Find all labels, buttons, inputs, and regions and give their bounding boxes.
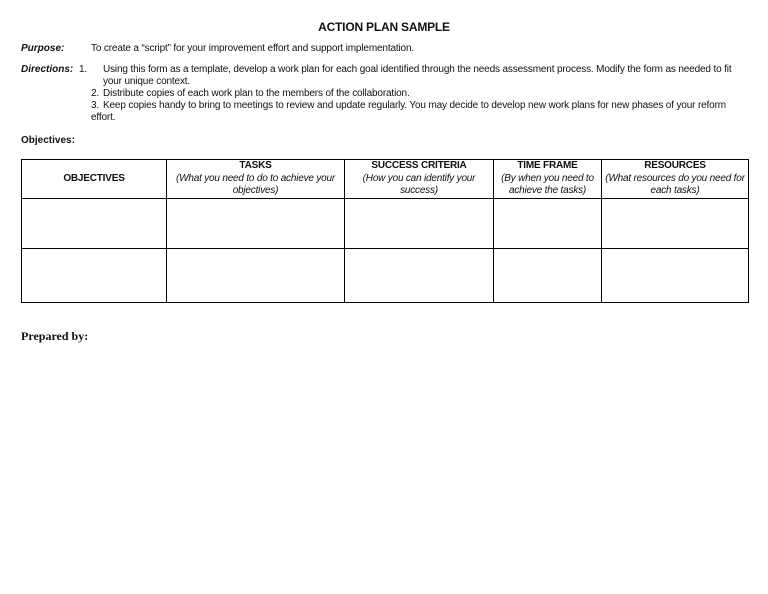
directions-label: Directions:	[21, 64, 74, 75]
direction-number: 1.	[79, 64, 88, 75]
directions-list	[79, 64, 751, 124]
direction-text: Keep copies handy to bring to meetings to review and update regularly. You may decide to develop new work plans for new phases of your reform effort.	[91, 100, 726, 123]
column-header-success-criteria	[345, 160, 494, 199]
column-header-resources	[602, 160, 749, 199]
table-cell[interactable]	[22, 249, 167, 303]
column-subtitle: (What resources do you need for each tasks)	[605, 172, 745, 197]
column-subtitle: (How you can identify your success)	[362, 172, 476, 197]
table-cell[interactable]	[345, 199, 494, 249]
column-title: TASKS	[239, 160, 272, 172]
table-cell[interactable]	[494, 199, 602, 249]
table-cell[interactable]	[602, 199, 749, 249]
purpose-label: Purpose:	[21, 43, 65, 54]
direction-text: Using this form as a template, develop a work plan for each goal identified through the needs assessment process. Modify the form as needed to fit your unique context.	[103, 64, 732, 87]
column-title: SUCCESS CRITERIA	[371, 160, 467, 172]
table-cell[interactable]	[167, 249, 345, 303]
column-header-time-frame	[494, 160, 602, 199]
direction-text: Distribute copies of each work plan to the members of the collaboration.	[103, 88, 410, 99]
purpose-text: To create a “script” for your improvement effort and support implementation.	[91, 43, 415, 54]
direction-item-3	[91, 100, 751, 124]
column-title: RESOURCES	[644, 160, 706, 172]
table-cell[interactable]	[602, 249, 749, 303]
direction-item-2	[91, 88, 751, 100]
column-subtitle: (By when you need to achieve the tasks)	[501, 172, 594, 197]
table-row	[22, 249, 749, 303]
prepared-by-label: Prepared by:	[21, 329, 89, 343]
action-plan-table	[21, 159, 749, 303]
table-cell[interactable]	[167, 199, 345, 249]
column-header-tasks	[167, 160, 345, 199]
objectives-label: Objectives:	[21, 135, 75, 146]
table-row	[22, 199, 749, 249]
page-title: ACTION PLAN SAMPLE	[318, 20, 450, 34]
direction-number: 2.	[91, 88, 100, 99]
table-cell[interactable]	[22, 199, 167, 249]
direction-item-1	[79, 64, 751, 88]
table-cell[interactable]	[345, 249, 494, 303]
table-header-row	[22, 160, 749, 199]
column-title: TIME FRAME	[517, 160, 578, 172]
direction-number: 3.	[91, 100, 100, 111]
column-header-objectives	[22, 160, 167, 199]
column-subtitle: (What you need to do to achieve your objectives)	[175, 172, 335, 197]
column-title: OBJECTIVES	[63, 172, 125, 184]
table-cell[interactable]	[494, 249, 602, 303]
